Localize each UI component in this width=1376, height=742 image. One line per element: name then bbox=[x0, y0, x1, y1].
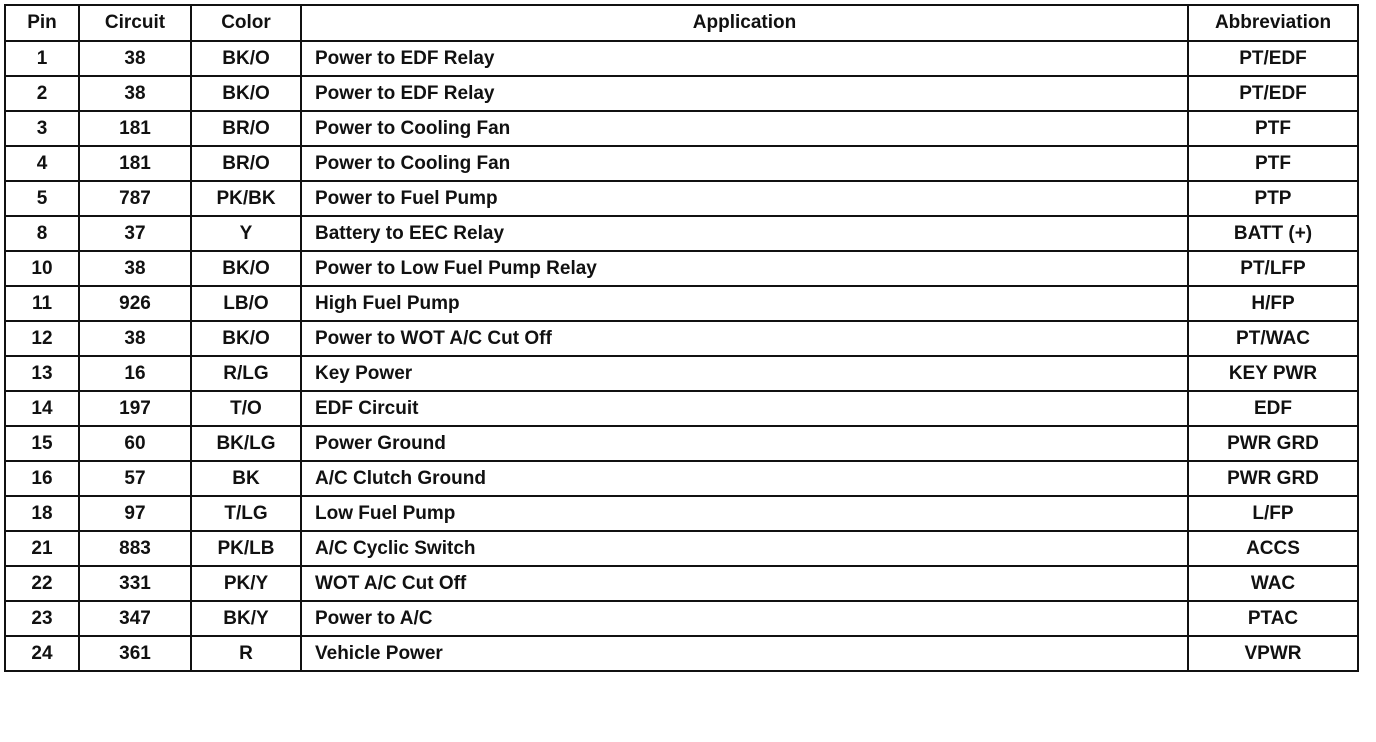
cell-color: BK bbox=[191, 461, 301, 496]
cell-pin: 1 bbox=[5, 41, 79, 76]
cell-circuit: 16 bbox=[79, 356, 191, 391]
cell-color: T/LG bbox=[191, 496, 301, 531]
cell-pin: 16 bbox=[5, 461, 79, 496]
cell-application: Low Fuel Pump bbox=[301, 496, 1188, 531]
cell-pin: 15 bbox=[5, 426, 79, 461]
cell-circuit: 883 bbox=[79, 531, 191, 566]
cell-color: BK/O bbox=[191, 76, 301, 111]
cell-pin: 4 bbox=[5, 146, 79, 181]
table-row bbox=[5, 286, 1358, 321]
cell-circuit: 57 bbox=[79, 461, 191, 496]
header-pin: Pin bbox=[5, 5, 79, 41]
table-row bbox=[5, 391, 1358, 426]
cell-circuit: 361 bbox=[79, 636, 191, 671]
cell-color: PK/Y bbox=[191, 566, 301, 601]
cell-color: BK/O bbox=[191, 41, 301, 76]
cell-circuit: 38 bbox=[79, 251, 191, 286]
header-application: Application bbox=[301, 5, 1188, 41]
table-row bbox=[5, 181, 1358, 216]
table-row bbox=[5, 566, 1358, 601]
pin-assignment-table bbox=[4, 4, 1359, 672]
cell-abbreviation: WAC bbox=[1188, 566, 1358, 601]
cell-circuit: 181 bbox=[79, 111, 191, 146]
table-row bbox=[5, 426, 1358, 461]
cell-circuit: 197 bbox=[79, 391, 191, 426]
cell-application: Power to Cooling Fan bbox=[301, 146, 1188, 181]
cell-abbreviation: EDF bbox=[1188, 391, 1358, 426]
table-row bbox=[5, 146, 1358, 181]
cell-application: EDF Circuit bbox=[301, 391, 1188, 426]
cell-circuit: 97 bbox=[79, 496, 191, 531]
cell-abbreviation: PT/LFP bbox=[1188, 251, 1358, 286]
table-row bbox=[5, 216, 1358, 251]
cell-application: Power to WOT A/C Cut Off bbox=[301, 321, 1188, 356]
header-circuit: Circuit bbox=[79, 5, 191, 41]
cell-application: Power to A/C bbox=[301, 601, 1188, 636]
cell-color: LB/O bbox=[191, 286, 301, 321]
cell-color: T/O bbox=[191, 391, 301, 426]
table-row bbox=[5, 636, 1358, 671]
cell-abbreviation: VPWR bbox=[1188, 636, 1358, 671]
table-row bbox=[5, 461, 1358, 496]
cell-pin: 10 bbox=[5, 251, 79, 286]
table-row bbox=[5, 41, 1358, 76]
cell-pin: 24 bbox=[5, 636, 79, 671]
cell-color: Y bbox=[191, 216, 301, 251]
cell-abbreviation: H/FP bbox=[1188, 286, 1358, 321]
cell-application: Power to EDF Relay bbox=[301, 41, 1188, 76]
cell-application: Power to Fuel Pump bbox=[301, 181, 1188, 216]
cell-abbreviation: PTAC bbox=[1188, 601, 1358, 636]
cell-color: BK/Y bbox=[191, 601, 301, 636]
cell-circuit: 331 bbox=[79, 566, 191, 601]
cell-circuit: 347 bbox=[79, 601, 191, 636]
cell-circuit: 926 bbox=[79, 286, 191, 321]
cell-color: PK/BK bbox=[191, 181, 301, 216]
table-row bbox=[5, 356, 1358, 391]
cell-abbreviation: L/FP bbox=[1188, 496, 1358, 531]
cell-color: PK/LB bbox=[191, 531, 301, 566]
table-row bbox=[5, 496, 1358, 531]
cell-abbreviation: PWR GRD bbox=[1188, 426, 1358, 461]
cell-application: A/C Cyclic Switch bbox=[301, 531, 1188, 566]
cell-application: WOT A/C Cut Off bbox=[301, 566, 1188, 601]
cell-application: Vehicle Power bbox=[301, 636, 1188, 671]
table-body bbox=[5, 41, 1358, 671]
cell-application: Power Ground bbox=[301, 426, 1188, 461]
cell-abbreviation: PT/EDF bbox=[1188, 41, 1358, 76]
cell-pin: 18 bbox=[5, 496, 79, 531]
cell-color: BK/O bbox=[191, 251, 301, 286]
cell-pin: 13 bbox=[5, 356, 79, 391]
table-row bbox=[5, 321, 1358, 356]
cell-application: Key Power bbox=[301, 356, 1188, 391]
cell-circuit: 787 bbox=[79, 181, 191, 216]
pin-table-container bbox=[4, 4, 1359, 672]
table-row bbox=[5, 531, 1358, 566]
cell-color: R/LG bbox=[191, 356, 301, 391]
cell-color: BK/LG bbox=[191, 426, 301, 461]
cell-pin: 21 bbox=[5, 531, 79, 566]
cell-pin: 8 bbox=[5, 216, 79, 251]
cell-circuit: 38 bbox=[79, 41, 191, 76]
cell-pin: 22 bbox=[5, 566, 79, 601]
cell-pin: 5 bbox=[5, 181, 79, 216]
cell-abbreviation: ACCS bbox=[1188, 531, 1358, 566]
cell-abbreviation: BATT (+) bbox=[1188, 216, 1358, 251]
cell-abbreviation: PTF bbox=[1188, 146, 1358, 181]
cell-circuit: 37 bbox=[79, 216, 191, 251]
cell-abbreviation: KEY PWR bbox=[1188, 356, 1358, 391]
cell-circuit: 60 bbox=[79, 426, 191, 461]
cell-application: Battery to EEC Relay bbox=[301, 216, 1188, 251]
table-row bbox=[5, 76, 1358, 111]
cell-color: BR/O bbox=[191, 111, 301, 146]
cell-color: R bbox=[191, 636, 301, 671]
cell-circuit: 181 bbox=[79, 146, 191, 181]
table-row bbox=[5, 251, 1358, 286]
header-color: Color bbox=[191, 5, 301, 41]
cell-abbreviation: PWR GRD bbox=[1188, 461, 1358, 496]
cell-color: BK/O bbox=[191, 321, 301, 356]
cell-pin: 23 bbox=[5, 601, 79, 636]
cell-application: High Fuel Pump bbox=[301, 286, 1188, 321]
header-abbreviation: Abbreviation bbox=[1188, 5, 1358, 41]
cell-abbreviation: PT/WAC bbox=[1188, 321, 1358, 356]
cell-pin: 2 bbox=[5, 76, 79, 111]
cell-circuit: 38 bbox=[79, 76, 191, 111]
table-row bbox=[5, 601, 1358, 636]
cell-abbreviation: PT/EDF bbox=[1188, 76, 1358, 111]
cell-pin: 11 bbox=[5, 286, 79, 321]
cell-application: Power to EDF Relay bbox=[301, 76, 1188, 111]
cell-abbreviation: PTF bbox=[1188, 111, 1358, 146]
cell-pin: 3 bbox=[5, 111, 79, 146]
cell-color: BR/O bbox=[191, 146, 301, 181]
table-header-row bbox=[5, 5, 1358, 41]
cell-application: A/C Clutch Ground bbox=[301, 461, 1188, 496]
table-row bbox=[5, 111, 1358, 146]
cell-pin: 12 bbox=[5, 321, 79, 356]
cell-circuit: 38 bbox=[79, 321, 191, 356]
cell-application: Power to Low Fuel Pump Relay bbox=[301, 251, 1188, 286]
cell-pin: 14 bbox=[5, 391, 79, 426]
cell-application: Power to Cooling Fan bbox=[301, 111, 1188, 146]
cell-abbreviation: PTP bbox=[1188, 181, 1358, 216]
